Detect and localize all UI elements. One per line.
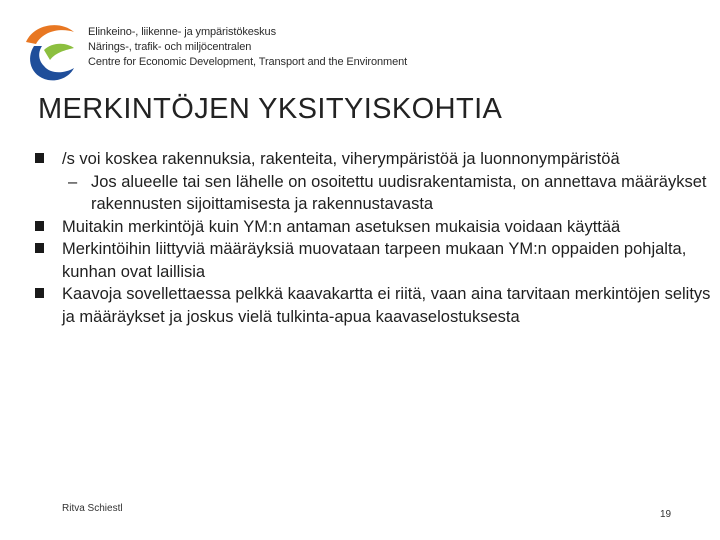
footer-author: Ritva Schiestl xyxy=(62,503,123,514)
bullet-item xyxy=(35,148,715,171)
sub-bullet-item xyxy=(35,171,715,216)
square-bullet-icon xyxy=(35,243,44,253)
sub-bullet-text: Jos alueelle tai sen lähelle on osoitettu uudisrakentamista, on annettava määräykset rakennusten sijoittamisesta ja rakennustavasta xyxy=(91,172,707,213)
org-name-swedish: Närings-, trafik- och miljöcentralen xyxy=(88,41,252,53)
bullet-text: /s voi koskea rakennuksia, rakenteita, viherympäristöä ja luonnonympäristöä xyxy=(62,150,620,168)
square-bullet-icon xyxy=(35,153,44,163)
bullet-text: Merkintöihin liittyviä määräyksiä muovataan tarpeen mukaan YM:n oppaiden pohjalta, kunhan ovat laillisia xyxy=(62,240,687,281)
bullet-list xyxy=(35,148,715,328)
org-name-finnish: Elinkeino-, liikenne- ja ympäristökeskus xyxy=(88,26,276,38)
square-bullet-icon xyxy=(35,221,44,231)
square-bullet-icon xyxy=(35,288,44,298)
dash-bullet-icon: – xyxy=(68,172,78,191)
page-number: 19 xyxy=(660,509,672,520)
slide-title: MERKINTÖJEN YKSITYISKOHTIA xyxy=(38,93,503,125)
bullet-item xyxy=(35,238,715,283)
bullet-text: Kaavoja sovellettaessa pelkkä kaavakartta ei riitä, vaan aina tarvitaan merkintöjen selitys ja määräykset ja joskus vielä tulkinta-apua kaavaselostuksesta xyxy=(62,285,711,326)
bullet-text: Muitakin merkintöjä kuin YM:n antaman asetuksen mukaisia voidaan käyttää xyxy=(62,217,621,236)
ely-centre-logo-icon xyxy=(20,20,78,84)
bullet-item xyxy=(35,283,715,328)
bullet-item xyxy=(35,216,715,239)
org-name-english: Centre for Economic Development, Transport and the Environment xyxy=(88,56,408,68)
organization-names xyxy=(88,25,407,70)
